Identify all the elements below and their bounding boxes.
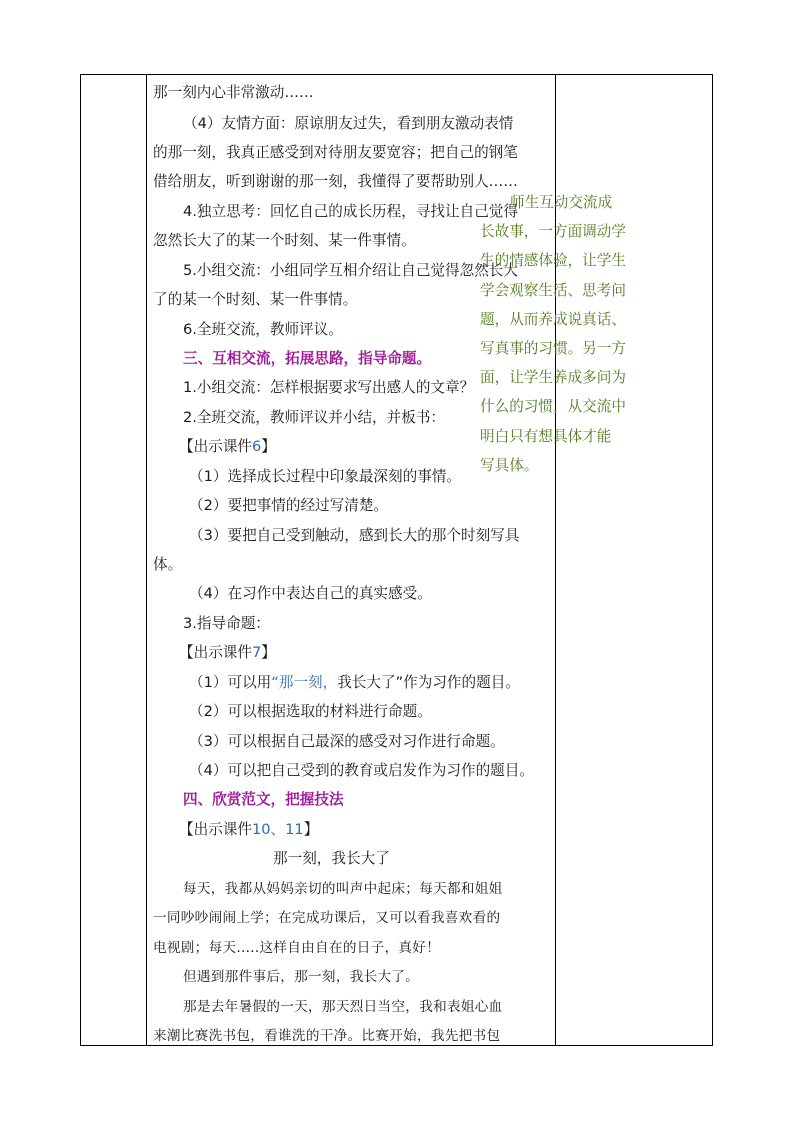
text-line: 1.小组交流：怎样根据要求写出感人的文章？ (183, 379, 475, 396)
side-line: 长故事，一方面调动学 (480, 223, 626, 241)
essay-line: 一同吵吵闹闹上学；在完成功课后，又可以看我喜欢看的 (153, 910, 501, 926)
side-line: 学会观察生活、思考问 (480, 281, 626, 299)
text-line: 的那一刻，我真正感受到对待朋友要宽容；把自己的钢笔 (153, 144, 518, 161)
text-line: 忽然长大了的某一个时刻、某一件事情。 (153, 232, 416, 249)
side-line: 什么的习惯，从交流中 (480, 398, 626, 416)
side-line: 面，让学生养成多问为 (480, 369, 626, 387)
text-line: （2）要把事情的经过写清楚。 (189, 497, 389, 514)
courseware-tag: 【出示课件6】 (179, 438, 276, 455)
essay-line: 那是去年暑假的一天，那天烈日当空，我和表姐心血 (183, 999, 503, 1015)
text-line: （2）可以根据选取的材料进行命题。 (189, 703, 432, 720)
text-line: （4）在习作中表达自己的真实感受。 (189, 585, 432, 602)
text-line: （3）要把自己受到触动，感到长大的那个时刻写具 (189, 527, 520, 544)
text-line: 借给朋友，听到谢谢的那一刻，我懂得了要帮助别人…… (153, 173, 518, 190)
text-line: 2.全班交流，教师评议并小结，并板书： (183, 409, 446, 426)
side-line: 写真事的习惯。另一方 (480, 340, 626, 358)
section-heading: 三、互相交流，拓展思路，指导命题。 (183, 350, 432, 367)
side-line: 师生互动交流成 (510, 194, 613, 211)
sample-essay-title: 那一刻，我长大了 (273, 850, 390, 867)
text-line: 5.小组交流：小组同学互相介绍让自己觉得忽然长大 (183, 262, 518, 279)
courseware-tag: 【出示课件10、11】 (179, 821, 319, 838)
side-line: 生的情感体验，让学生 (480, 252, 626, 270)
text-line: 那一刻内心非常激动…… (153, 84, 314, 101)
design-intent-column (480, 188, 632, 480)
essay-line: 来潮比赛洗书包，看谁洗的干净。比赛开始，我先把书包 (153, 1028, 501, 1044)
side-line: 明白只有想具体才能 (480, 427, 612, 445)
courseware-tag: 【出示课件7】 (179, 644, 276, 661)
section-heading: 四、欣赏范文，把握技法 (183, 791, 344, 808)
table-column-divider (146, 75, 147, 1045)
text-line: 4.独立思考：回忆自己的成长历程，寻找让自己觉得 (183, 203, 518, 220)
text-line: （4）友情方面：原谅朋友过失，看到朋友激动表情 (183, 115, 514, 132)
text-line: 体。 (153, 556, 183, 573)
text-line: 了的某一个时刻、某一件事情。 (153, 291, 358, 308)
essay-line: 但遇到那件事后，那一刻，我长大了。 (183, 969, 420, 985)
text-line: （3）可以根据自己最深的感受对习作进行命题。 (189, 733, 505, 750)
text-line: 6.全班交流，教师评议。 (183, 321, 343, 338)
text-line: 3.指导命题： (183, 615, 270, 632)
essay-line: 电视剧；每天.....这样自由自在的日子，真好！ (153, 940, 441, 956)
table-border-left (80, 75, 81, 1045)
text-line: （1）可以用“那一刻，我长大了”作为习作的题目。 (189, 674, 520, 691)
side-line: 写具体。 (480, 456, 539, 474)
table-border-right (712, 75, 713, 1045)
side-line: 题，从而养成说真话、 (480, 310, 626, 328)
text-line: （1）选择成长过程中印象最深刻的事情。 (189, 468, 461, 485)
essay-line: 每天，我都从妈妈亲切的叫声中起床；每天都和姐姐 (183, 881, 503, 897)
text-line: （4）可以把自己受到的教育或启发作为习作的题目。 (189, 762, 534, 779)
